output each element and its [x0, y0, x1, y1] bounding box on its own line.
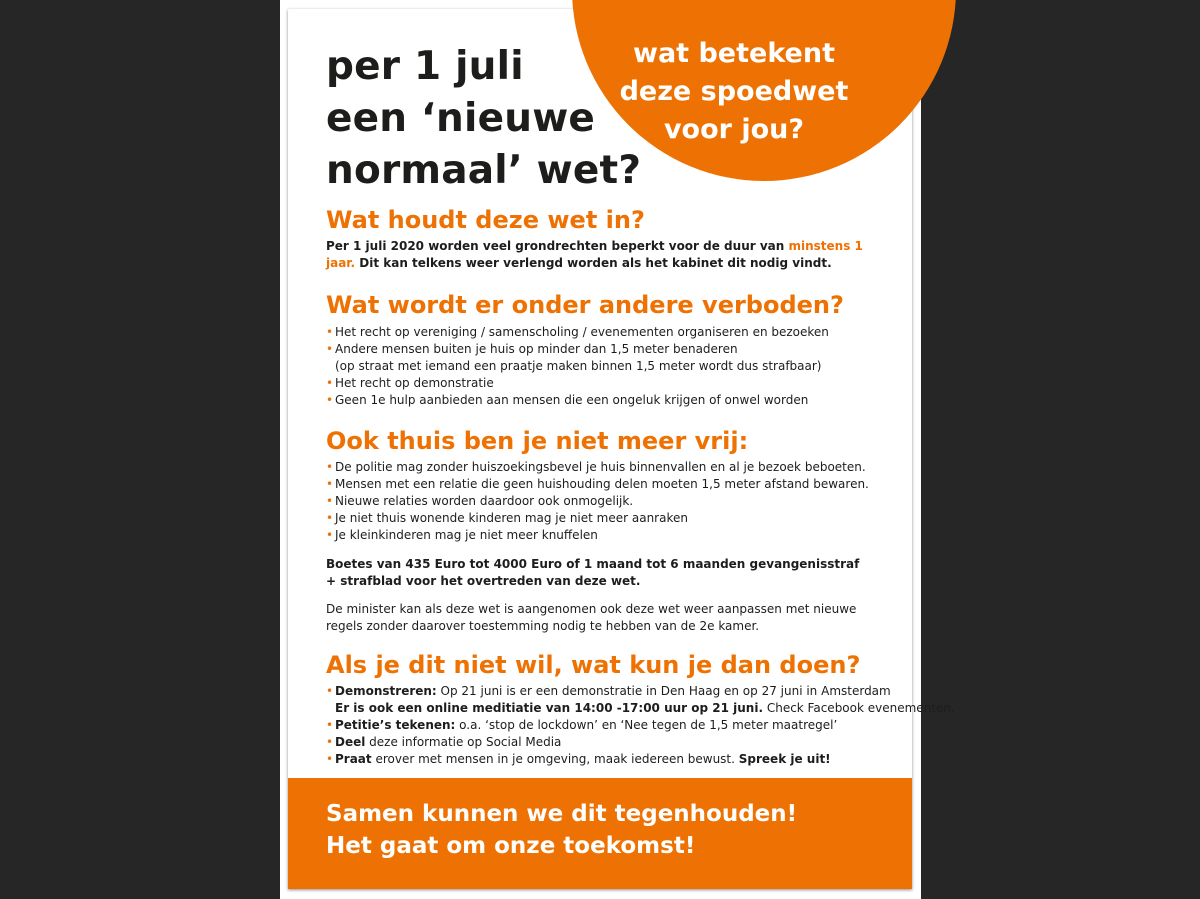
circle-question: wat betekent deze spoedwet voor jou?: [619, 38, 849, 145]
list-item: • Geen 1e hulp aanbieden aan mensen die een ongeluk krijgen of onwel worden: [326, 392, 896, 409]
list-item: • De politie mag zonder huiszoekingsbevel je huis binnenvallen en al je bezoek beboeten.: [326, 459, 896, 476]
list-item: • Andere mensen buiten je huis op minder dan 1,5 meter benaderen (op straat met iemand een praatje maken binnen 1,5 meter wordt dus strafbaar): [326, 341, 896, 375]
list-item: • Demonstreren: Op 21 juni is er een demonstratie in Den Haag en op 27 juni in Amsterdam Er is ook een online meditiatie van 14:00 -17:00 uur op 21 juni. Check Facebook evenementen.: [326, 683, 896, 717]
list-item: • Praat erover met mensen in je omgeving, maak iedereen bewust. Spreek je uit!: [326, 751, 896, 768]
list-item: • Je niet thuis wonende kinderen mag je niet meer aanraken: [326, 510, 896, 527]
footer-slogan: Samen kunnen we dit tegenhouden! Het gaat om onze toekomst!: [326, 801, 798, 859]
list-thuis: [326, 459, 896, 544]
list-item: • Petitie’s tekenen: o.a. ‘stop de lockdown’ en ‘Nee tegen de 1,5 meter maatregel’: [326, 717, 896, 734]
list-verboden: [326, 324, 896, 409]
section-title-verboden: Wat wordt er onder andere verboden?: [326, 291, 844, 319]
list-item-note: (op straat met iemand een praatje maken binnen 1,5 meter wordt dus strafbaar): [335, 359, 822, 373]
list-item: • Je kleinkinderen mag je niet meer knuffelen: [326, 527, 896, 544]
page-title: per 1 juli een ‘nieuwe normaal’ wet?: [326, 44, 642, 193]
list-item: • Het recht op demonstratie: [326, 375, 896, 392]
minister-text: De minister kan als deze wet is aangenomen ook deze wet weer aanpassen met nieuwe regels zonder daarover toestemming nodig te hebben van de 2e kamer.: [326, 602, 857, 633]
list-item-note: Er is ook een online meditiatie van 14:00 -17:00 uur op 21 juni. Check Facebook evenementen.: [335, 701, 955, 715]
footer-banner: [288, 778, 912, 889]
flyer: [288, 9, 955, 889]
list-item: • Deel deze informatie op Social Media: [326, 734, 896, 751]
section-title-actie: Als je dit niet wil, wat kun je dan doen?: [326, 651, 861, 679]
list-item: • Mensen met een relatie die geen huishouding delen moeten 1,5 meter afstand bewaren.: [326, 476, 896, 493]
list-actie: [326, 683, 955, 768]
section-text-wet: Per 1 juli 2020 worden veel grondrechten beperkt voor de duur van minstens 1 jaar. Dit kan telkens weer verlengd worden als het kabinet dit nodig vindt.: [326, 239, 863, 270]
fines-text: Boetes van 435 Euro tot 4000 Euro of 1 maand tot 6 maanden gevangenisstraf + strafblad voor het overtreden van deze wet.: [326, 557, 860, 588]
list-item: • Nieuwe relaties worden daardoor ook onmogelijk.: [326, 493, 896, 510]
list-item: • Het recht op vereniging / samenscholing / evenementen organiseren en bezoeken: [326, 324, 896, 341]
highlight-duration: minstens 1 jaar.: [326, 239, 863, 270]
section-title-thuis: Ook thuis ben je niet meer vrij:: [326, 427, 749, 455]
section-title-wet: Wat houdt deze wet in?: [326, 206, 645, 234]
